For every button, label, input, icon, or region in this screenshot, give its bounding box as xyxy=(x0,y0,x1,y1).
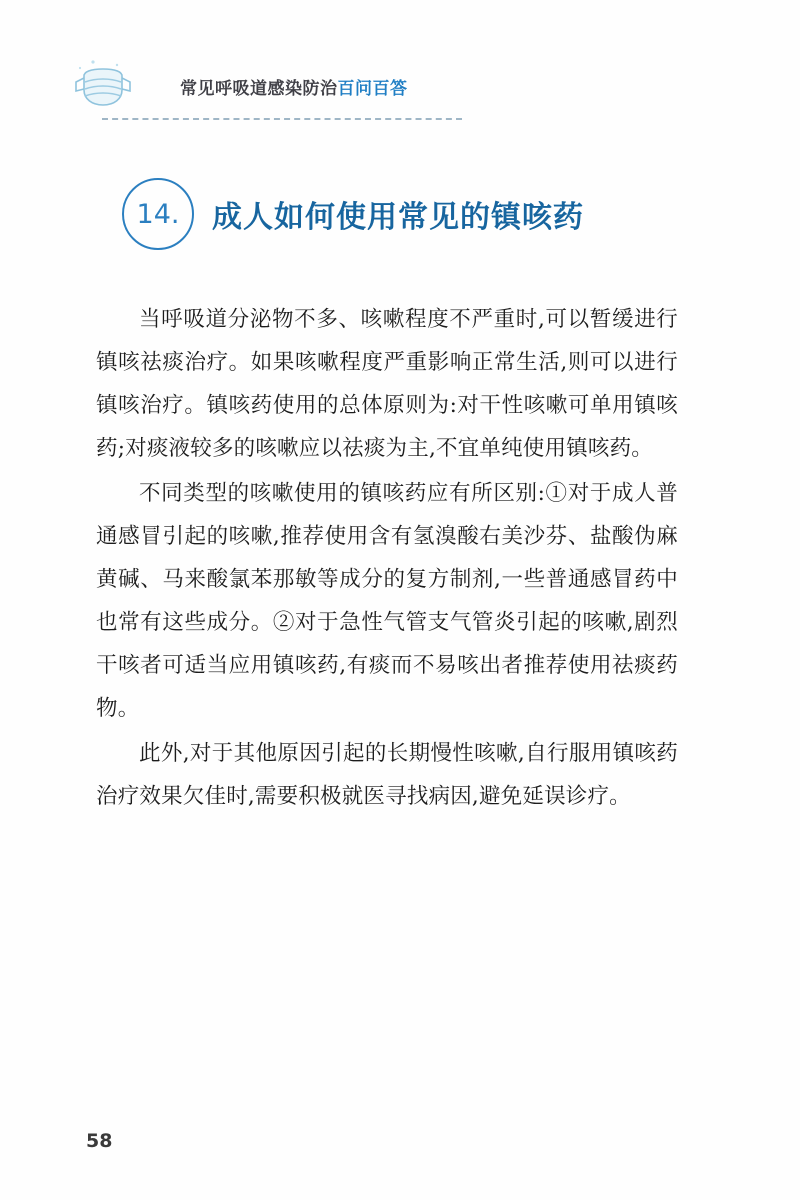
paragraph: 不同类型的咳嗽使用的镇咳药应有所区别:①对于成人普通感冒引起的咳嗽,推荐使用含有氢溴酸右美沙芬、盐酸伪麻黄碱、马来酸氯苯那敏等成分的复方制剂,一些普通感冒药中也常有这些成分。②对于急性气管支气管炎引起的咳嗽,剧烈干咳者可适当应用镇咳药,有痰而不易咳出者推荐使用祛痰药物。 xyxy=(96,481,678,721)
header-divider xyxy=(102,118,462,120)
header-title-main: 常见呼吸道感染防治 xyxy=(180,79,338,99)
face-mask-icon xyxy=(72,58,134,114)
page-header xyxy=(72,58,728,118)
paragraph: 此外,对于其他原因引起的长期慢性咳嗽,自行服用镇咳药治疗效果欠佳时,需要积极就医寻找病因,避免延误诊疗。 xyxy=(96,741,678,809)
body-content xyxy=(96,298,678,820)
header-title xyxy=(180,74,408,99)
page-number: 58 xyxy=(86,1130,113,1152)
chapter-heading xyxy=(122,178,728,250)
page-title: 成人如何使用常见的镇咳药 xyxy=(212,200,584,235)
header-title-accent: 百问百答 xyxy=(337,79,408,99)
chapter-number: 14. xyxy=(136,198,180,230)
paragraph: 当呼吸道分泌物不多、咳嗽程度不严重时,可以暂缓进行镇咳祛痰治疗。如果咳嗽程度严重影响正常生活,则可以进行镇咳治疗。镇咳药使用的总体原则为:对干性咳嗽可单用镇咳药;对痰液较多的咳嗽应以祛痰为主,不宜单纯使用镇咳药。 xyxy=(96,307,678,461)
